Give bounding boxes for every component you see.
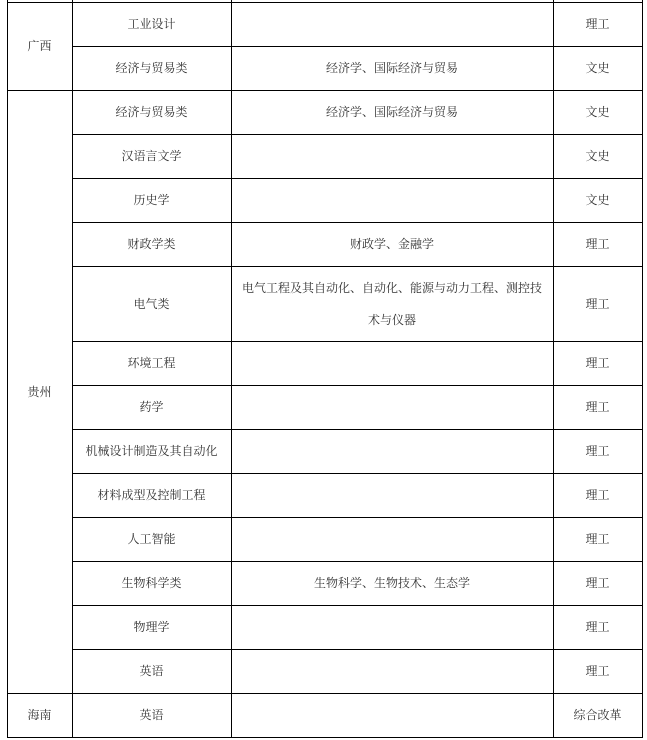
majors-included-cell: 经济学、国际经济与贸易 bbox=[325, 61, 458, 75]
major-cell: 英语 bbox=[139, 664, 164, 678]
major-cell: 环境工程 bbox=[127, 356, 176, 370]
category-cell: 理工 bbox=[585, 17, 610, 31]
majors-included-cell bbox=[231, 134, 553, 178]
row-divider bbox=[7, 90, 643, 91]
row-divider bbox=[72, 473, 643, 474]
row-divider bbox=[72, 134, 643, 135]
column-divider bbox=[72, 0, 73, 737]
row-divider bbox=[72, 385, 643, 386]
row-divider bbox=[72, 429, 643, 430]
majors-included-cell: 经济学、国际经济与贸易 bbox=[325, 105, 458, 119]
row-divider bbox=[72, 222, 643, 223]
row-divider bbox=[7, 693, 643, 694]
category-cell: 理工 bbox=[585, 400, 610, 414]
category-cell: 理工 bbox=[585, 532, 610, 546]
category-cell: 理工 bbox=[585, 664, 610, 678]
province-cell: 广西 bbox=[27, 39, 52, 53]
majors-included-cell: 财政学、金融学 bbox=[349, 237, 434, 251]
row-divider bbox=[72, 266, 643, 267]
category-cell: 理工 bbox=[585, 620, 610, 634]
category-cell: 理工 bbox=[585, 488, 610, 502]
row-divider bbox=[7, 2, 643, 3]
column-divider bbox=[231, 0, 232, 737]
majors-included-cell bbox=[231, 517, 553, 561]
majors-included-cell bbox=[231, 605, 553, 649]
province-cell: 海南 bbox=[27, 708, 52, 722]
province-cell: 贵州 bbox=[27, 384, 52, 399]
row-divider bbox=[7, 737, 643, 738]
majors-included-cell bbox=[231, 473, 553, 517]
major-cell: 材料成型及控制工程 bbox=[97, 488, 206, 502]
majors-included-cell: 电气工程及其自动化、自动化、能源与动力工程、测控技术与仪器 bbox=[241, 280, 542, 327]
row-divider bbox=[72, 341, 643, 342]
column-divider bbox=[553, 0, 554, 737]
column-divider bbox=[642, 0, 643, 737]
category-cell: 理工 bbox=[585, 356, 610, 370]
row-divider bbox=[72, 649, 643, 650]
major-cell: 物理学 bbox=[133, 620, 170, 634]
major-cell: 工业设计 bbox=[127, 17, 176, 31]
majors-included-cell bbox=[231, 385, 553, 429]
major-cell: 药学 bbox=[139, 400, 164, 414]
major-cell: 历史学 bbox=[133, 193, 170, 207]
row-divider bbox=[72, 561, 643, 562]
major-cell: 经济与贸易类 bbox=[115, 61, 188, 75]
row-divider bbox=[72, 178, 643, 179]
majors-included-cell bbox=[231, 2, 553, 46]
category-cell: 文史 bbox=[585, 105, 610, 119]
major-cell: 生物科学类 bbox=[121, 576, 182, 590]
category-cell: 理工 bbox=[585, 237, 610, 251]
category-cell: 文史 bbox=[585, 193, 610, 207]
row-divider bbox=[72, 517, 643, 518]
category-cell: 理工 bbox=[585, 576, 610, 590]
major-cell: 经济与贸易类 bbox=[115, 105, 188, 119]
major-cell: 人工智能 bbox=[127, 532, 176, 546]
majors-included-cell bbox=[231, 429, 553, 473]
category-cell: 文史 bbox=[585, 61, 610, 75]
majors-included-cell bbox=[231, 178, 553, 222]
majors-included-cell: 生物科学、生物技术、生态学 bbox=[313, 576, 470, 590]
major-cell: 电气类 bbox=[133, 296, 170, 311]
majors-included-cell bbox=[231, 341, 553, 385]
category-cell: 理工 bbox=[585, 444, 610, 458]
major-cell: 汉语言文学 bbox=[121, 149, 182, 163]
majors-included-cell bbox=[231, 649, 553, 693]
major-cell: 英语 bbox=[139, 708, 164, 722]
category-cell: 综合改革 bbox=[573, 708, 622, 722]
major-cell: 财政学类 bbox=[127, 237, 176, 251]
category-cell: 文史 bbox=[585, 149, 610, 163]
row-divider bbox=[72, 46, 643, 47]
category-cell: 理工 bbox=[585, 296, 610, 311]
majors-included-cell bbox=[231, 693, 553, 737]
major-cell: 机械设计制造及其自动化 bbox=[85, 444, 218, 458]
column-divider bbox=[7, 0, 8, 737]
row-divider bbox=[72, 605, 643, 606]
